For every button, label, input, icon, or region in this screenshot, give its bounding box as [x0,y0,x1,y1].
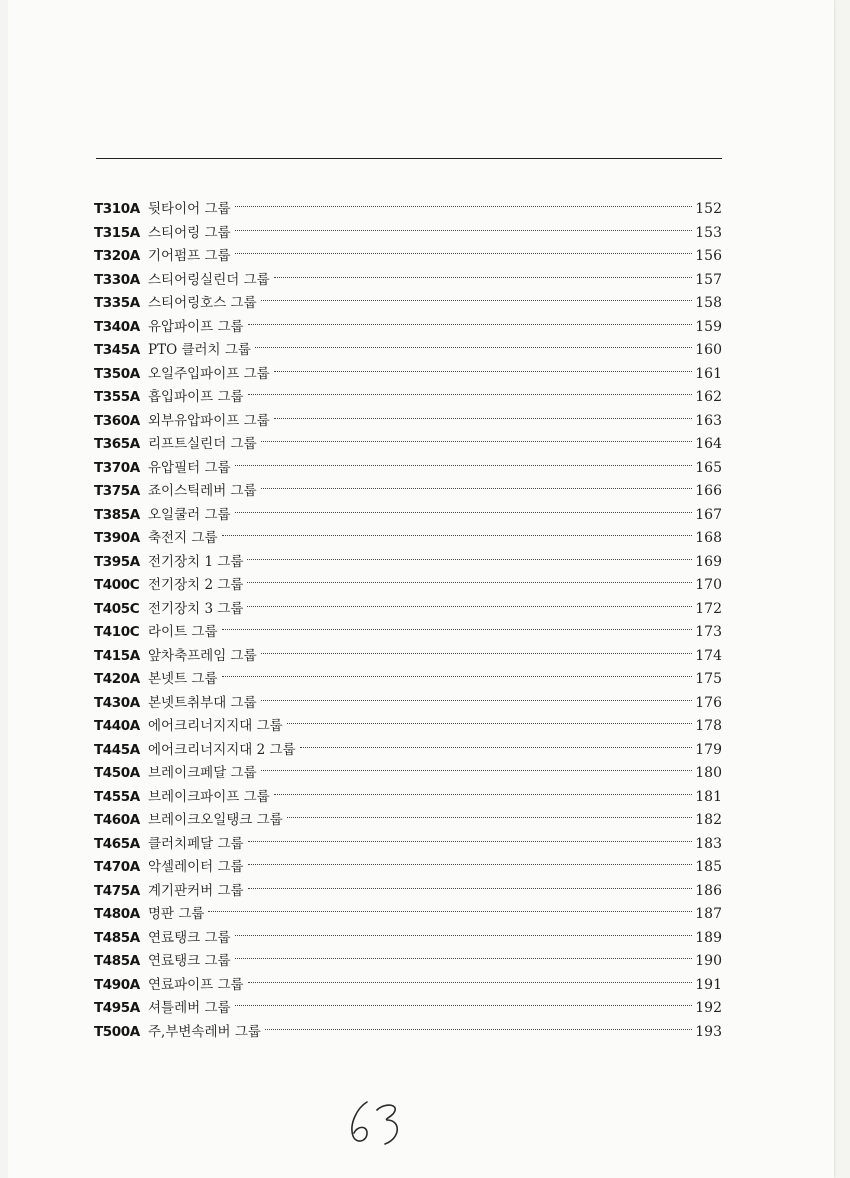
toc-entry-code: T385A [94,506,140,523]
toc-entry-title: 연료파이프 그룹 [148,976,244,993]
toc-entry-code: T455A [94,788,140,805]
toc-entry [94,621,722,645]
dot-leader [235,253,692,254]
toc-entry-page-number: 161 [695,365,722,382]
toc-entry-page-number: 189 [695,929,722,946]
dot-leader [248,982,692,983]
toc-entry-title: 오일주입파이프 그룹 [148,365,270,382]
dot-leader [235,935,692,936]
toc-entry-page-number: 157 [695,271,722,288]
dot-leader [247,559,692,560]
dot-leader [287,723,692,724]
toc-entry-page-number: 160 [695,342,722,358]
toc-entry-title: 명판 그룹 [148,906,205,922]
toc-entry [94,410,722,434]
toc-entry-code: T440A [94,718,140,734]
toc-entry-title: 셔틀레버 그룹 [148,1000,231,1016]
toc-entry-page-number: 181 [695,788,722,805]
toc-entry-page-number: 152 [695,201,722,217]
toc-entry-title: 에어크리너지지대 그룹 [148,718,283,734]
toc-entry-title: 스티어링실린더 그룹 [148,271,270,288]
header-rule [96,158,722,159]
toc-entry-code: T330A [94,271,140,288]
toc-entry-page-number: 158 [695,295,722,311]
toc-entry [94,715,722,739]
toc-entry-code: T405C [94,600,140,617]
toc-entry [94,386,722,410]
toc-entry-page-number: 193 [695,1023,722,1040]
toc-entry-page-number: 153 [695,224,722,241]
toc-entry-page-number: 185 [695,859,722,875]
toc-entry [94,692,722,716]
toc-entry-title: 브레이크페달 그룹 [148,765,257,781]
toc-entry-code: T480A [94,906,140,922]
toc-entry [94,856,722,880]
toc-entry-title: 라이트 그룹 [148,624,218,640]
toc-entry [94,997,722,1021]
dot-leader [222,535,693,536]
toc-entry-title: 죠이스틱레버 그룹 [148,483,257,499]
toc-entry-title: PTO 클러치 그룹 [148,342,251,358]
toc-entry-page-number: 182 [695,812,722,828]
toc-entry-code: T360A [94,412,140,429]
dot-leader [235,512,692,513]
toc-entry [94,269,722,293]
toc-entry-title: 연료탱크 그룹 [148,929,231,946]
toc-entry-code: T415A [94,647,140,664]
toc-entry-code: T420A [94,671,140,687]
toc-entry [94,574,722,598]
toc-entry-page-number: 164 [695,436,722,452]
toc-entry-code: T345A [94,342,140,358]
toc-entry-page-number: 190 [695,953,722,969]
toc-entry-page-number: 166 [695,483,722,499]
toc-entry [94,762,722,786]
toc-entry-page-number: 183 [695,835,722,852]
toc-entry-code: T320A [94,248,140,264]
toc-entry-title: 브레이크오일탱크 그룹 [148,812,283,828]
toc-entry [94,433,722,457]
toc-entry-page-number: 174 [695,647,722,664]
toc-entry-page-number: 170 [695,577,722,593]
table-of-contents [94,198,722,1044]
toc-entry [94,339,722,363]
toc-entry-title: 뒷타이어 그룹 [148,201,231,217]
toc-entry [94,739,722,763]
toc-entry-code: T370A [94,459,140,476]
dot-leader [248,841,692,842]
toc-entry-title: 전기장치 2 그룹 [148,577,244,593]
dot-leader [300,747,692,748]
toc-entry [94,363,722,387]
toc-entry-page-number: 156 [695,248,722,264]
toc-entry-page-number: 180 [695,765,722,781]
toc-entry [94,927,722,951]
toc-entry-page-number: 168 [695,530,722,546]
dot-leader [222,629,693,630]
toc-entry [94,974,722,998]
toc-entry-page-number: 163 [695,412,722,429]
dot-leader [248,888,692,889]
toc-entry [94,480,722,504]
toc-entry-title: 오일쿨러 그룹 [148,506,231,523]
toc-entry [94,245,722,269]
toc-entry-page-number: 175 [695,671,722,687]
toc-entry [94,645,722,669]
dot-leader [235,1005,692,1006]
toc-entry-code: T460A [94,812,140,828]
toc-entry-title: 에어크리너지지대 2 그룹 [148,741,296,758]
toc-entry-title: 유압파이프 그룹 [148,318,244,335]
toc-entry-code: T410C [94,624,140,640]
toc-entry-title: 브레이크파이프 그룹 [148,788,270,805]
toc-entry-page-number: 176 [695,694,722,711]
toc-entry [94,457,722,481]
toc-entry-title: 흡입파이프 그룹 [148,389,244,405]
toc-entry-title: 주,부변속레버 그룹 [148,1023,261,1040]
dot-leader [248,864,692,865]
toc-entry-code: T315A [94,224,140,241]
dot-leader [274,418,692,419]
dot-leader [265,1029,692,1030]
toc-entry-title: 본넷트취부대 그룹 [148,694,257,711]
handwritten-page-number [345,1098,415,1148]
toc-entry-code: T400C [94,577,140,593]
toc-entry-code: T340A [94,318,140,335]
toc-entry-page-number: 187 [695,906,722,922]
dot-leader [235,465,692,466]
toc-entry-title: 전기장치 1 그룹 [148,553,244,570]
toc-entry-page-number: 162 [695,389,722,405]
toc-entry-title: 기어펌프 그룹 [148,248,231,264]
toc-entry-page-number: 172 [695,600,722,617]
toc-entry-code: T335A [94,295,140,311]
toc-entry-code: T365A [94,436,140,452]
toc-entry-code: T445A [94,741,140,758]
dot-leader [248,324,692,325]
toc-entry-code: T485A [94,953,140,969]
toc-entry-page-number: 169 [695,553,722,570]
toc-entry-code: T395A [94,553,140,570]
toc-entry [94,880,722,904]
toc-entry [94,668,722,692]
toc-entry-code: T500A [94,1023,140,1040]
toc-entry-code: T485A [94,929,140,946]
toc-entry-title: 악셀레이터 그룹 [148,859,244,875]
toc-entry-title: 클러치페달 그룹 [148,835,244,852]
dot-leader [248,394,692,395]
toc-entry-code: T490A [94,976,140,993]
toc-entry-code: T390A [94,530,140,546]
toc-entry-page-number: 186 [695,882,722,899]
toc-entry-code: T495A [94,1000,140,1016]
toc-entry [94,833,722,857]
toc-entry-title: 전기장치 3 그룹 [148,600,244,617]
toc-entry-code: T470A [94,859,140,875]
dot-leader [261,300,692,301]
dot-leader [261,441,692,442]
toc-entry-code: T350A [94,365,140,382]
toc-entry-code: T375A [94,483,140,499]
toc-entry [94,786,722,810]
toc-entry [94,950,722,974]
dot-leader [235,206,692,207]
toc-entry [94,551,722,575]
toc-entry-title: 스티어링 그룹 [148,224,231,241]
toc-entry-title: 외부유압파이프 그룹 [148,412,270,429]
toc-entry-title: 본넷트 그룹 [148,671,218,687]
toc-entry-page-number: 191 [695,976,722,993]
toc-entry-code: T430A [94,694,140,711]
dot-leader [235,958,692,959]
dot-leader [247,582,692,583]
toc-entry [94,222,722,246]
toc-entry-page-number: 167 [695,506,722,523]
dot-leader [235,230,692,231]
toc-entry-page-number: 165 [695,459,722,476]
dot-leader [274,794,692,795]
toc-entry-code: T310A [94,201,140,217]
dot-leader [261,488,692,489]
toc-entry-title: 리프트실린더 그룹 [148,436,257,452]
toc-entry [94,504,722,528]
toc-entry-title: 유압필터 그룹 [148,459,231,476]
dot-leader [261,700,692,701]
toc-entry-code: T450A [94,765,140,781]
toc-entry [94,598,722,622]
toc-entry [94,809,722,833]
toc-entry-page-number: 179 [695,741,722,758]
toc-entry-code: T355A [94,389,140,405]
toc-entry-title: 계기판커버 그룹 [148,882,244,899]
toc-entry [94,316,722,340]
dot-leader [247,606,692,607]
dot-leader [261,653,692,654]
toc-entry-code: T465A [94,835,140,852]
toc-entry-page-number: 173 [695,624,722,640]
toc-entry-code: T475A [94,882,140,899]
toc-entry-page-number: 159 [695,318,722,335]
dot-leader [255,347,692,348]
dot-leader [274,277,692,278]
dot-leader [208,911,692,912]
toc-entry-page-number: 192 [695,1000,722,1016]
toc-entry [94,198,722,222]
toc-entry-title: 앞차축프레임 그룹 [148,647,257,664]
toc-entry-title: 축전지 그룹 [148,530,218,546]
dot-leader [274,371,692,372]
toc-entry [94,1021,722,1045]
dot-leader [287,817,692,818]
toc-entry-page-number: 178 [695,718,722,734]
toc-entry [94,903,722,927]
toc-entry-title: 스티어링호스 그룹 [148,295,257,311]
toc-entry [94,527,722,551]
dot-leader [261,770,692,771]
toc-entry-title: 연료탱크 그룹 [148,953,231,969]
dot-leader [222,676,693,677]
toc-entry [94,292,722,316]
